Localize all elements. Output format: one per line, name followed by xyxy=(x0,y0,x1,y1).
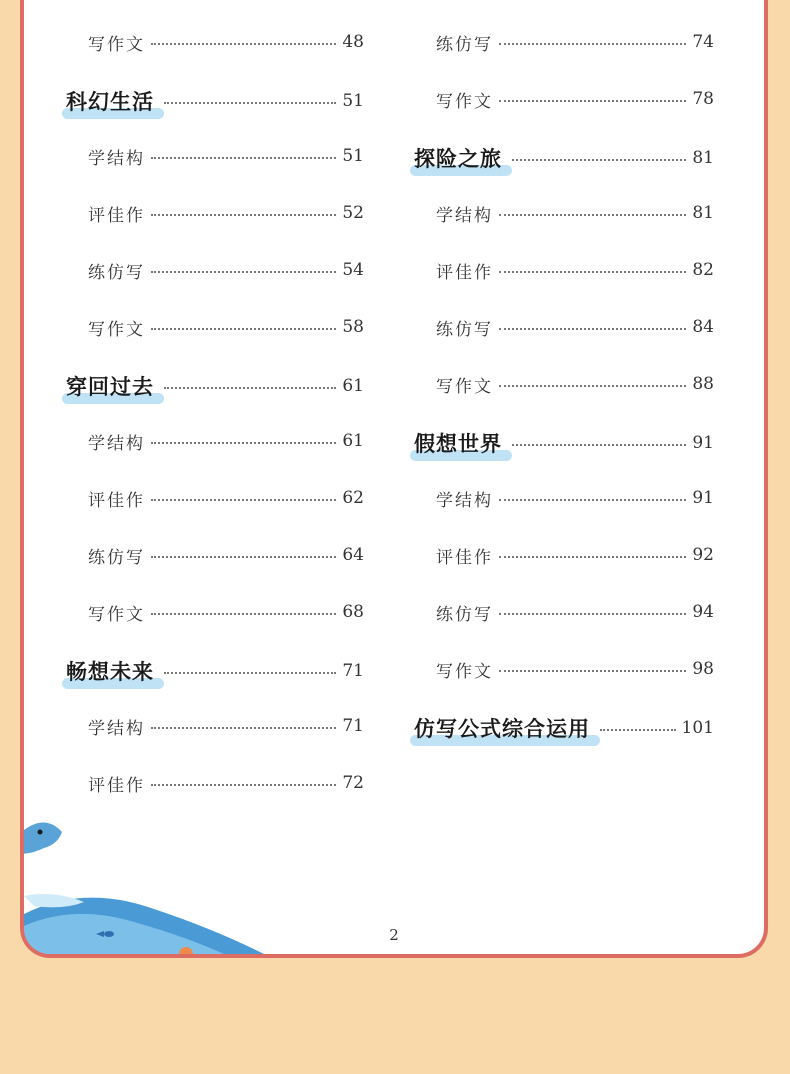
toc-section-heading xyxy=(62,657,364,685)
toc-entry-page: 78 xyxy=(692,89,714,109)
toc-entry xyxy=(436,85,714,113)
toc-entry xyxy=(436,199,714,227)
toc-entry xyxy=(88,541,364,569)
toc-entry-page: 52 xyxy=(342,203,364,223)
toc-entry-title: 评佳作 xyxy=(88,490,145,511)
leader-dots xyxy=(499,100,686,102)
toc-entry-title: 写作文 xyxy=(436,91,493,112)
toc-entry-title: 练仿写 xyxy=(88,262,145,283)
toc-entry-page: 71 xyxy=(342,716,364,736)
toc-entry-title: 评佳作 xyxy=(436,547,493,568)
toc-entry-page: 101 xyxy=(681,718,714,738)
leader-dots xyxy=(151,784,336,786)
leader-dots xyxy=(499,556,686,558)
leader-dots xyxy=(499,271,686,273)
toc-entry-page: 61 xyxy=(342,376,364,396)
leader-dots xyxy=(499,613,686,615)
toc-entry-title: 畅想未来 xyxy=(62,656,158,686)
leader-dots xyxy=(499,328,686,330)
toc-entry-title: 练仿写 xyxy=(88,547,145,568)
toc-entry-page: 84 xyxy=(692,317,714,337)
toc-entry xyxy=(88,199,364,227)
toc-section-heading xyxy=(62,87,364,115)
toc-entry-page: 81 xyxy=(692,148,714,168)
toc-entry-page: 64 xyxy=(342,545,364,565)
toc-entry xyxy=(436,541,714,569)
leader-dots xyxy=(151,214,336,216)
toc-entry-title: 学结构 xyxy=(88,433,145,454)
leader-dots xyxy=(499,385,686,387)
toc-entry-page: 62 xyxy=(342,488,364,508)
toc-section-heading xyxy=(410,144,714,172)
leader-dots xyxy=(499,43,686,45)
toc-entry xyxy=(88,256,364,284)
leader-dots xyxy=(164,387,336,389)
toc-entry-title: 假想世界 xyxy=(410,428,506,458)
toc-entry-page: 51 xyxy=(342,146,364,166)
toc-entry-title: 写作文 xyxy=(88,34,145,55)
leader-dots xyxy=(600,729,676,731)
leader-dots xyxy=(151,556,336,558)
toc-entry-title: 评佳作 xyxy=(436,262,493,283)
toc-entry-page: 94 xyxy=(692,602,714,622)
toc-entry-title: 写作文 xyxy=(88,604,145,625)
toc-entry xyxy=(88,313,364,341)
toc-entry-title: 穿回过去 xyxy=(62,371,158,401)
leader-dots xyxy=(151,442,336,444)
toc-entry-page: 98 xyxy=(692,659,714,679)
leader-dots xyxy=(164,672,336,674)
page-number: 2 xyxy=(389,926,399,944)
toc-entry-page: 58 xyxy=(342,317,364,337)
toc-entry-page: 51 xyxy=(342,91,364,111)
leader-dots xyxy=(151,43,336,45)
toc-entry xyxy=(88,142,364,170)
toc-entry xyxy=(436,484,714,512)
toc-section-heading xyxy=(62,372,364,400)
toc-entry-title: 写作文 xyxy=(88,319,145,340)
toc-section-heading xyxy=(410,429,714,457)
toc-entry-title: 评佳作 xyxy=(88,205,145,226)
toc-entry xyxy=(88,598,364,626)
toc-entry-title: 学结构 xyxy=(88,718,145,739)
toc-entry-page: 61 xyxy=(342,431,364,451)
toc-entry xyxy=(436,655,714,683)
toc-entry xyxy=(88,712,364,740)
toc-entry xyxy=(436,256,714,284)
toc-entry-title: 科幻生活 xyxy=(62,86,158,116)
leader-dots xyxy=(151,271,336,273)
leader-dots xyxy=(151,727,336,729)
toc-entry-page: 91 xyxy=(692,488,714,508)
leader-dots xyxy=(499,499,686,501)
leader-dots xyxy=(151,499,336,501)
toc-entry-title: 学结构 xyxy=(88,148,145,169)
toc-section-heading xyxy=(410,714,714,742)
toc-entry-title: 练仿写 xyxy=(436,34,493,55)
toc-entry-title: 学结构 xyxy=(436,205,493,226)
toc-entry xyxy=(88,427,364,455)
toc-entry-page: 71 xyxy=(342,661,364,681)
toc-entry-title: 写作文 xyxy=(436,376,493,397)
dolphin-icon xyxy=(24,822,62,854)
toc-entry xyxy=(88,769,364,797)
toc-entry xyxy=(88,28,364,56)
toc-entry-page: 88 xyxy=(692,374,714,394)
toc-entry xyxy=(88,484,364,512)
leader-dots xyxy=(151,157,336,159)
toc-entry-page: 74 xyxy=(692,32,714,52)
toc-entry-page: 82 xyxy=(692,260,714,280)
toc-entry xyxy=(436,313,714,341)
toc-entry xyxy=(436,28,714,56)
leader-dots xyxy=(499,214,686,216)
toc-entry-title: 练仿写 xyxy=(436,319,493,340)
toc-entry-page: 91 xyxy=(692,433,714,453)
leader-dots xyxy=(512,444,686,446)
toc-entry-page: 81 xyxy=(692,203,714,223)
toc-entry-page: 54 xyxy=(342,260,364,280)
toc-entry-title: 学结构 xyxy=(436,490,493,511)
toc-entry xyxy=(436,370,714,398)
toc-entry-title: 仿写公式综合运用 xyxy=(410,713,594,743)
leader-dots xyxy=(151,328,336,330)
toc-entry-title: 写作文 xyxy=(436,661,493,682)
toc-entry-title: 探险之旅 xyxy=(410,143,506,173)
leader-dots xyxy=(151,613,336,615)
page-card xyxy=(20,0,768,958)
toc-entry-page: 68 xyxy=(342,602,364,622)
toc-entry-page: 92 xyxy=(692,545,714,565)
toc-entry xyxy=(436,598,714,626)
toc-entry-page: 72 xyxy=(342,773,364,793)
toc-entry-title: 评佳作 xyxy=(88,775,145,796)
leader-dots xyxy=(499,670,686,672)
toc-entry-page: 48 xyxy=(342,32,364,52)
leader-dots xyxy=(164,102,336,104)
leader-dots xyxy=(512,159,686,161)
toc-entry-title: 练仿写 xyxy=(436,604,493,625)
